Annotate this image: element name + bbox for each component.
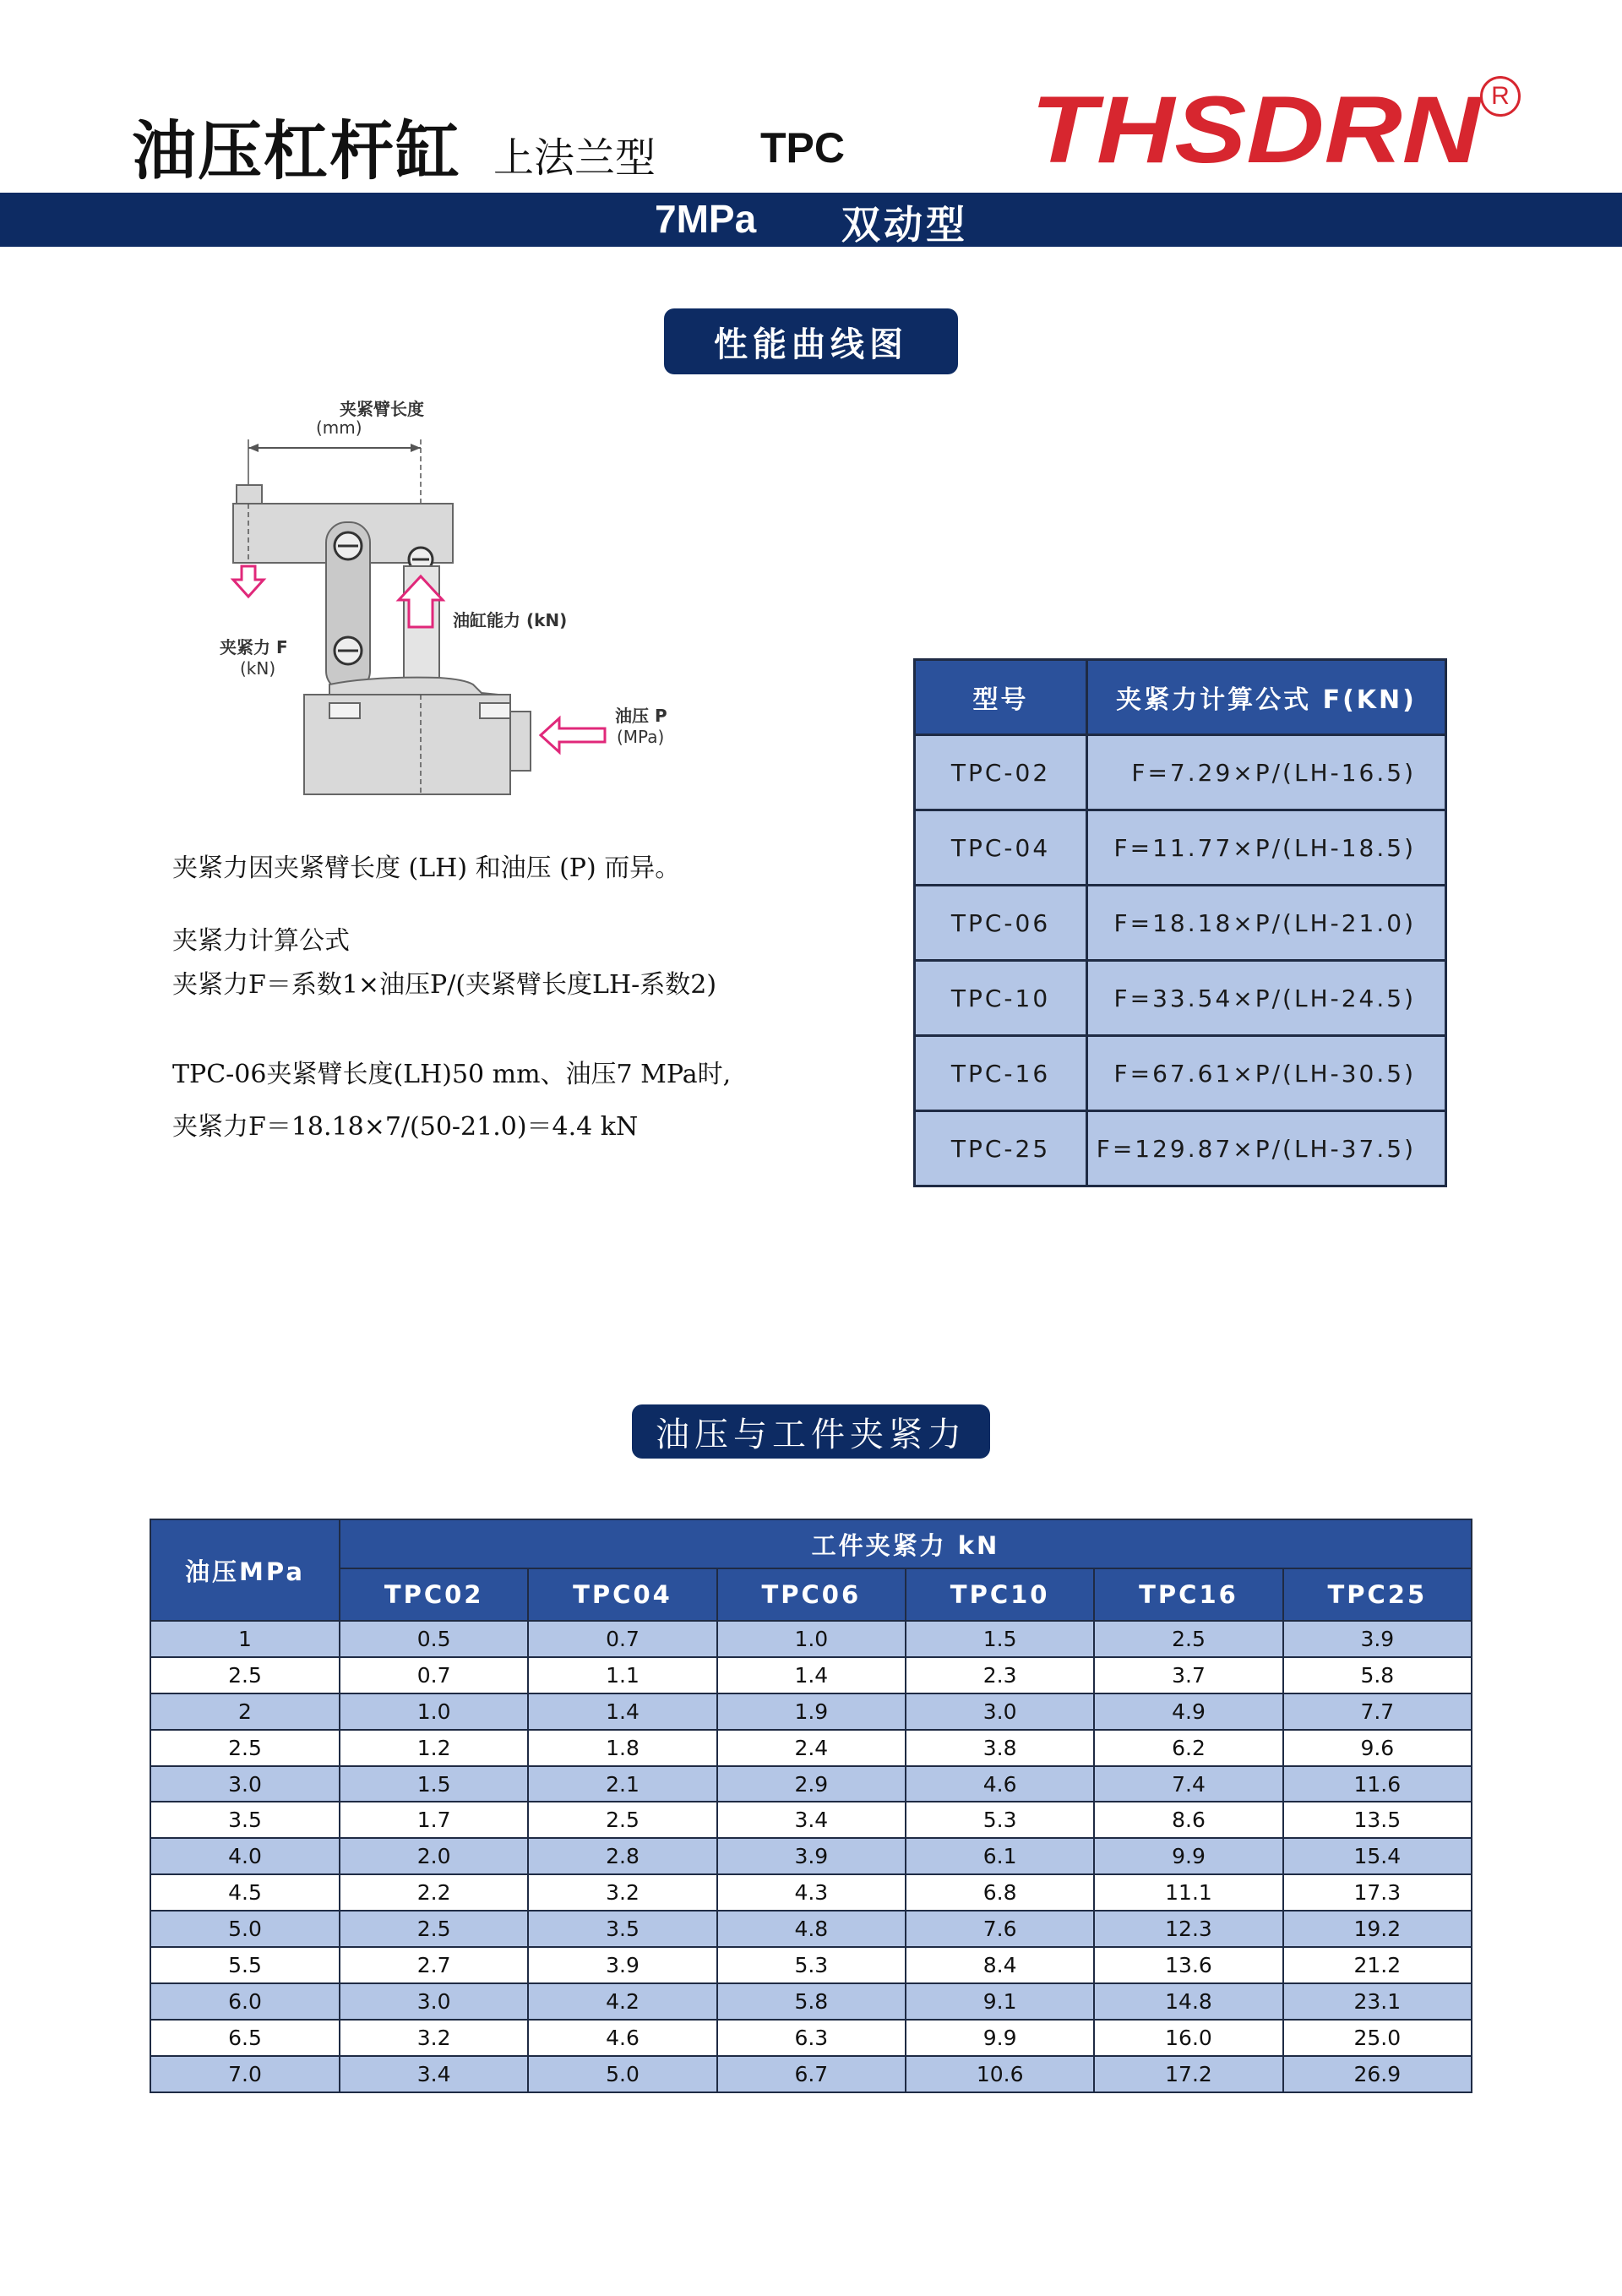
tpc02-cell: 0.7	[340, 1657, 528, 1693]
tpc25-cell: 5.8	[1283, 1657, 1472, 1693]
tpc02-cell: 2.0	[340, 1838, 528, 1874]
header-pressure: 油压MPa	[150, 1519, 340, 1621]
table-row	[150, 1766, 1472, 1802]
header-tpc04: TPC04	[528, 1568, 716, 1621]
tpc02-cell: 3.0	[340, 1983, 528, 2020]
tpc06-cell: 1.0	[717, 1621, 906, 1657]
model-code: TPC	[760, 124, 845, 172]
tpc25-cell: 21.2	[1283, 1947, 1472, 1983]
tpc10-cell: 6.1	[906, 1838, 1094, 1874]
pressure-cell: 2	[150, 1693, 340, 1730]
tpc16-cell: 2.5	[1094, 1621, 1282, 1657]
tpc16-cell: 11.1	[1094, 1874, 1282, 1911]
tpc06-cell: 5.3	[717, 1947, 906, 1983]
table-row	[150, 1802, 1472, 1838]
formula-cell: F=18.18×P/(LH-21.0)	[1087, 886, 1446, 961]
section-title-clamping-force: 油压与工件夹紧力	[632, 1404, 990, 1459]
header-band	[0, 193, 1622, 247]
tpc10-cell: 3.8	[906, 1730, 1094, 1766]
tpc25-cell: 11.6	[1283, 1766, 1472, 1802]
header-tpc02: TPC02	[340, 1568, 528, 1621]
tpc16-cell: 3.7	[1094, 1657, 1282, 1693]
tpc10-cell: 3.0	[906, 1693, 1094, 1730]
clamping-force-table	[150, 1519, 1472, 2093]
action-type: 双动型	[841, 202, 968, 248]
tpc04-cell: 1.8	[528, 1730, 716, 1766]
lever-cylinder-diagram	[211, 397, 684, 803]
tpc25-cell: 25.0	[1283, 2020, 1472, 2056]
pressure-cell: 6.5	[150, 2020, 340, 2056]
tpc10-cell: 2.3	[906, 1657, 1094, 1693]
tpc10-cell: 7.6	[906, 1911, 1094, 1947]
table-row	[915, 1111, 1446, 1186]
tpc06-cell: 4.3	[717, 1874, 906, 1911]
header-model: 型号	[915, 660, 1087, 735]
tpc25-cell: 26.9	[1283, 2056, 1472, 2092]
tpc06-cell: 2.4	[717, 1730, 906, 1766]
table-header-row	[150, 1519, 1472, 1568]
tpc16-cell: 6.2	[1094, 1730, 1282, 1766]
model-cell: TPC-10	[915, 961, 1087, 1036]
tpc10-cell: 8.4	[906, 1947, 1094, 1983]
tpc04-cell: 5.0	[528, 2056, 716, 2092]
table-row	[915, 735, 1446, 810]
formula-table	[913, 658, 1447, 1187]
pressure-cell: 3.0	[150, 1766, 340, 1802]
registered-mark: R	[1480, 76, 1521, 117]
table-row	[150, 1947, 1472, 1983]
table-row	[150, 2056, 1472, 2092]
pressure-cell: 5.5	[150, 1947, 340, 1983]
tpc16-cell: 14.8	[1094, 1983, 1282, 2020]
formula-table-header	[915, 660, 1446, 735]
page-title: 油压杠杆缸	[132, 113, 461, 188]
tpc10-cell: 1.5	[906, 1621, 1094, 1657]
model-cell: TPC-25	[915, 1111, 1087, 1186]
tpc04-cell: 2.8	[528, 1838, 716, 1874]
tpc06-cell: 1.9	[717, 1693, 906, 1730]
tpc16-cell: 17.2	[1094, 2056, 1282, 2092]
table-header-row	[150, 1568, 1472, 1621]
model-cell: TPC-16	[915, 1036, 1087, 1111]
table-row	[150, 1874, 1472, 1911]
clamp-force-label: 夹紧力 F	[220, 637, 288, 657]
tpc02-cell: 0.5	[340, 1621, 528, 1657]
tpc25-cell: 13.5	[1283, 1802, 1472, 1838]
tpc10-cell: 9.1	[906, 1983, 1094, 2020]
header-tpc25: TPC25	[1283, 1568, 1472, 1621]
clamping-force-table-body	[150, 1621, 1472, 2092]
clamp-force-unit: (kN)	[240, 658, 276, 679]
tpc06-cell: 5.8	[717, 1983, 906, 2020]
tpc10-cell: 4.6	[906, 1766, 1094, 1802]
tpc02-cell: 1.2	[340, 1730, 528, 1766]
tpc25-cell: 17.3	[1283, 1874, 1472, 1911]
formula-cell: F=33.54×P/(LH-24.5)	[1087, 961, 1446, 1036]
pressure-cell: 3.5	[150, 1802, 340, 1838]
table-row	[150, 1911, 1472, 1947]
tpc02-cell: 3.4	[340, 2056, 528, 2092]
table-row	[150, 1621, 1472, 1657]
tpc10-cell: 5.3	[906, 1802, 1094, 1838]
arm-length-label: 夹紧臂长度	[340, 399, 424, 419]
tpc16-cell: 9.9	[1094, 1838, 1282, 1874]
formula-text: 夹紧力F＝系数1×油压P/(夹紧臂长度LH-系数2)	[172, 970, 717, 1000]
tpc04-cell: 4.6	[528, 2020, 716, 2056]
formula-cell: F=129.87×P/(LH-37.5)	[1087, 1111, 1446, 1186]
tpc25-cell: 23.1	[1283, 1983, 1472, 2020]
pressure-cell: 1	[150, 1621, 340, 1657]
table-row	[150, 1657, 1472, 1693]
pressure-cell: 2.5	[150, 1730, 340, 1766]
tpc16-cell: 7.4	[1094, 1766, 1282, 1802]
tpc10-cell: 6.8	[906, 1874, 1094, 1911]
table-row	[915, 961, 1446, 1036]
pressure-unit: (MPa)	[617, 727, 665, 747]
tpc16-cell: 8.6	[1094, 1802, 1282, 1838]
tpc10-cell: 10.6	[906, 2056, 1094, 2092]
tpc25-cell: 19.2	[1283, 1911, 1472, 1947]
tpc02-cell: 2.2	[340, 1874, 528, 1911]
pressure-cell: 7.0	[150, 2056, 340, 2092]
pressure-label: 油压 P	[615, 706, 667, 726]
brand-logo-text: THSDRN	[1031, 81, 1483, 176]
tpc02-cell: 2.5	[340, 1911, 528, 1947]
model-cell: TPC-04	[915, 810, 1087, 886]
table-row	[150, 1983, 1472, 2020]
tpc02-cell: 3.2	[340, 2020, 528, 2056]
model-cell: TPC-06	[915, 886, 1087, 961]
table-row	[150, 1838, 1472, 1874]
tpc02-cell: 1.5	[340, 1766, 528, 1802]
tpc16-cell: 16.0	[1094, 2020, 1282, 2056]
tpc16-cell: 4.9	[1094, 1693, 1282, 1730]
tpc04-cell: 1.1	[528, 1657, 716, 1693]
tpc06-cell: 4.8	[717, 1911, 906, 1947]
page-subtitle: 上法兰型	[493, 134, 656, 182]
section-title-performance: 性能曲线图	[664, 308, 958, 374]
tpc04-cell: 4.2	[528, 1983, 716, 2020]
pressure-cell: 2.5	[150, 1657, 340, 1693]
model-cell: TPC-02	[915, 735, 1087, 810]
tpc10-cell: 9.9	[906, 2020, 1094, 2056]
formula-cell: F=11.77×P/(LH-18.5)	[1087, 810, 1446, 886]
tpc25-cell: 9.6	[1283, 1730, 1472, 1766]
header-formula: 夹紧力计算公式 F(KN)	[1087, 660, 1446, 735]
tpc04-cell: 3.5	[528, 1911, 716, 1947]
formula-heading: 夹紧力计算公式	[172, 926, 350, 956]
formula-cell: F=7.29×P/(LH-16.5)	[1087, 735, 1446, 810]
tpc06-cell: 2.9	[717, 1766, 906, 1802]
tpc04-cell: 3.2	[528, 1874, 716, 1911]
table-row	[150, 2020, 1472, 2056]
pressure-cell: 4.0	[150, 1838, 340, 1874]
tpc25-cell: 7.7	[1283, 1693, 1472, 1730]
tpc06-cell: 6.3	[717, 2020, 906, 2056]
cylinder-capacity-label: 油缸能力 (kN)	[453, 610, 568, 630]
formula-cell: F=67.61×P/(LH-30.5)	[1087, 1036, 1446, 1111]
description-text: 夹紧力因夹紧臂长度 (LH) 和油压 (P) 而异。	[172, 854, 681, 883]
tpc16-cell: 13.6	[1094, 1947, 1282, 1983]
brand-logo	[1029, 81, 1485, 176]
tpc25-cell: 15.4	[1283, 1838, 1472, 1874]
table-row	[150, 1730, 1472, 1766]
pressure-cell: 6.0	[150, 1983, 340, 2020]
tpc06-cell: 6.7	[717, 2056, 906, 2092]
tpc06-cell: 3.9	[717, 1838, 906, 1874]
header-tpc10: TPC10	[906, 1568, 1094, 1621]
tpc02-cell: 1.7	[340, 1802, 528, 1838]
tpc06-cell: 3.4	[717, 1802, 906, 1838]
tpc04-cell: 0.7	[528, 1621, 716, 1657]
table-row	[915, 886, 1446, 961]
table-row	[915, 1036, 1446, 1111]
tpc04-cell: 2.5	[528, 1802, 716, 1838]
tpc04-cell: 2.1	[528, 1766, 716, 1802]
tpc02-cell: 2.7	[340, 1947, 528, 1983]
header-tpc06: TPC06	[717, 1568, 906, 1621]
example-result: 夹紧力F＝18.18×7/(50-21.0)＝4.4 kN	[172, 1112, 639, 1142]
arm-length-unit: (mm)	[316, 417, 362, 438]
table-row	[150, 1693, 1472, 1730]
tpc04-cell: 1.4	[528, 1693, 716, 1730]
pressure-cell: 5.0	[150, 1911, 340, 1947]
tpc02-cell: 1.0	[340, 1693, 528, 1730]
tpc06-cell: 1.4	[717, 1657, 906, 1693]
pressure-cell: 4.5	[150, 1874, 340, 1911]
header-tpc16: TPC16	[1094, 1568, 1282, 1621]
table-row	[915, 810, 1446, 886]
tpc25-cell: 3.9	[1283, 1621, 1472, 1657]
pressure-rating: 7MPa	[655, 197, 757, 241]
tpc04-cell: 3.9	[528, 1947, 716, 1983]
header-clamping-force: 工件夹紧力 kN	[340, 1519, 1472, 1568]
example-text: TPC-06夹紧臂长度(LH)50 mm、油压7 MPa时,	[172, 1060, 732, 1089]
tpc16-cell: 12.3	[1094, 1911, 1282, 1947]
